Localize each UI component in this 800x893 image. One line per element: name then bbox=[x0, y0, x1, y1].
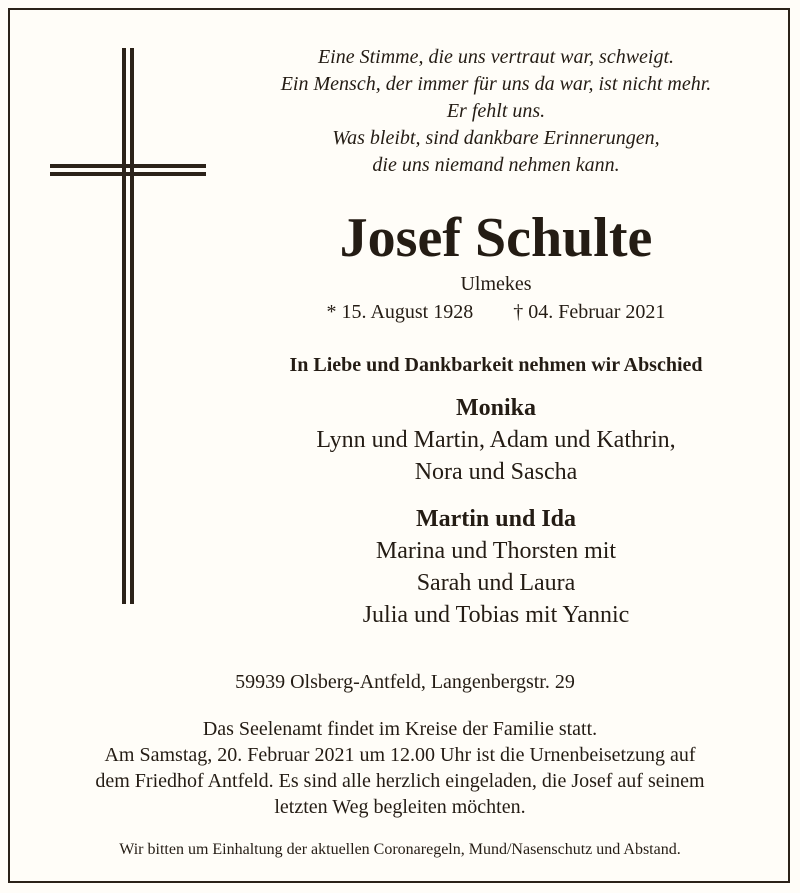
corona-footnote: Wir bitten um Einhaltung der aktuellen Coronaregeln, Mund/Nasenschutz und Abstand. bbox=[119, 841, 681, 858]
funeral-notice bbox=[30, 716, 770, 820]
family-group bbox=[250, 392, 742, 488]
family-line: Nora und Sascha bbox=[414, 459, 578, 485]
family-group bbox=[250, 503, 742, 631]
poem-line: die uns niemand nehmen kann. bbox=[372, 154, 620, 176]
notice-line: Am Samstag, 20. Februar 2021 um 12.00 Uhr ist die Urnenbeisetzung auf bbox=[104, 744, 696, 766]
family-line: Marina und Thorsten mit bbox=[375, 538, 617, 564]
poem-line: Ein Mensch, der immer für uns da war, ist nicht mehr. bbox=[280, 73, 712, 95]
family-line: Lynn und Martin, Adam und Kathrin, bbox=[316, 427, 676, 453]
address: 59939 Olsberg-Antfeld, Langenbergstr. 29 bbox=[235, 671, 575, 693]
family-head: Monika bbox=[455, 395, 536, 421]
deceased-place: Ulmekes bbox=[460, 273, 532, 295]
family-line: Sarah und Laura bbox=[416, 570, 576, 596]
deceased-name: Josef Schulte bbox=[339, 207, 653, 269]
poem-line: Er fehlt uns. bbox=[446, 100, 546, 122]
life-dates bbox=[250, 300, 742, 324]
notice-line: Das Seelenamt findet im Kreise der Familie statt. bbox=[202, 718, 598, 740]
memorial-poem bbox=[250, 44, 742, 179]
cross-icon bbox=[48, 48, 208, 604]
death-date: † 04. Februar 2021 bbox=[513, 301, 666, 323]
notice-line: dem Friedhof Antfeld. Es sind alle herzlich eingeladen, die Josef auf seinem bbox=[95, 770, 705, 792]
birth-date: * 15. August 1928 bbox=[326, 301, 474, 323]
farewell-line: In Liebe und Dankbarkeit nehmen wir Abschied bbox=[289, 354, 703, 376]
poem-line: Was bleibt, sind dankbare Erinnerungen, bbox=[332, 127, 660, 149]
notice-line: letzten Weg begleiten möchten. bbox=[274, 796, 526, 818]
family-line: Julia und Tobias mit Yannic bbox=[362, 602, 630, 628]
family-head: Martin und Ida bbox=[415, 506, 577, 532]
poem-line: Eine Stimme, die uns vertraut war, schweigt. bbox=[317, 46, 675, 68]
